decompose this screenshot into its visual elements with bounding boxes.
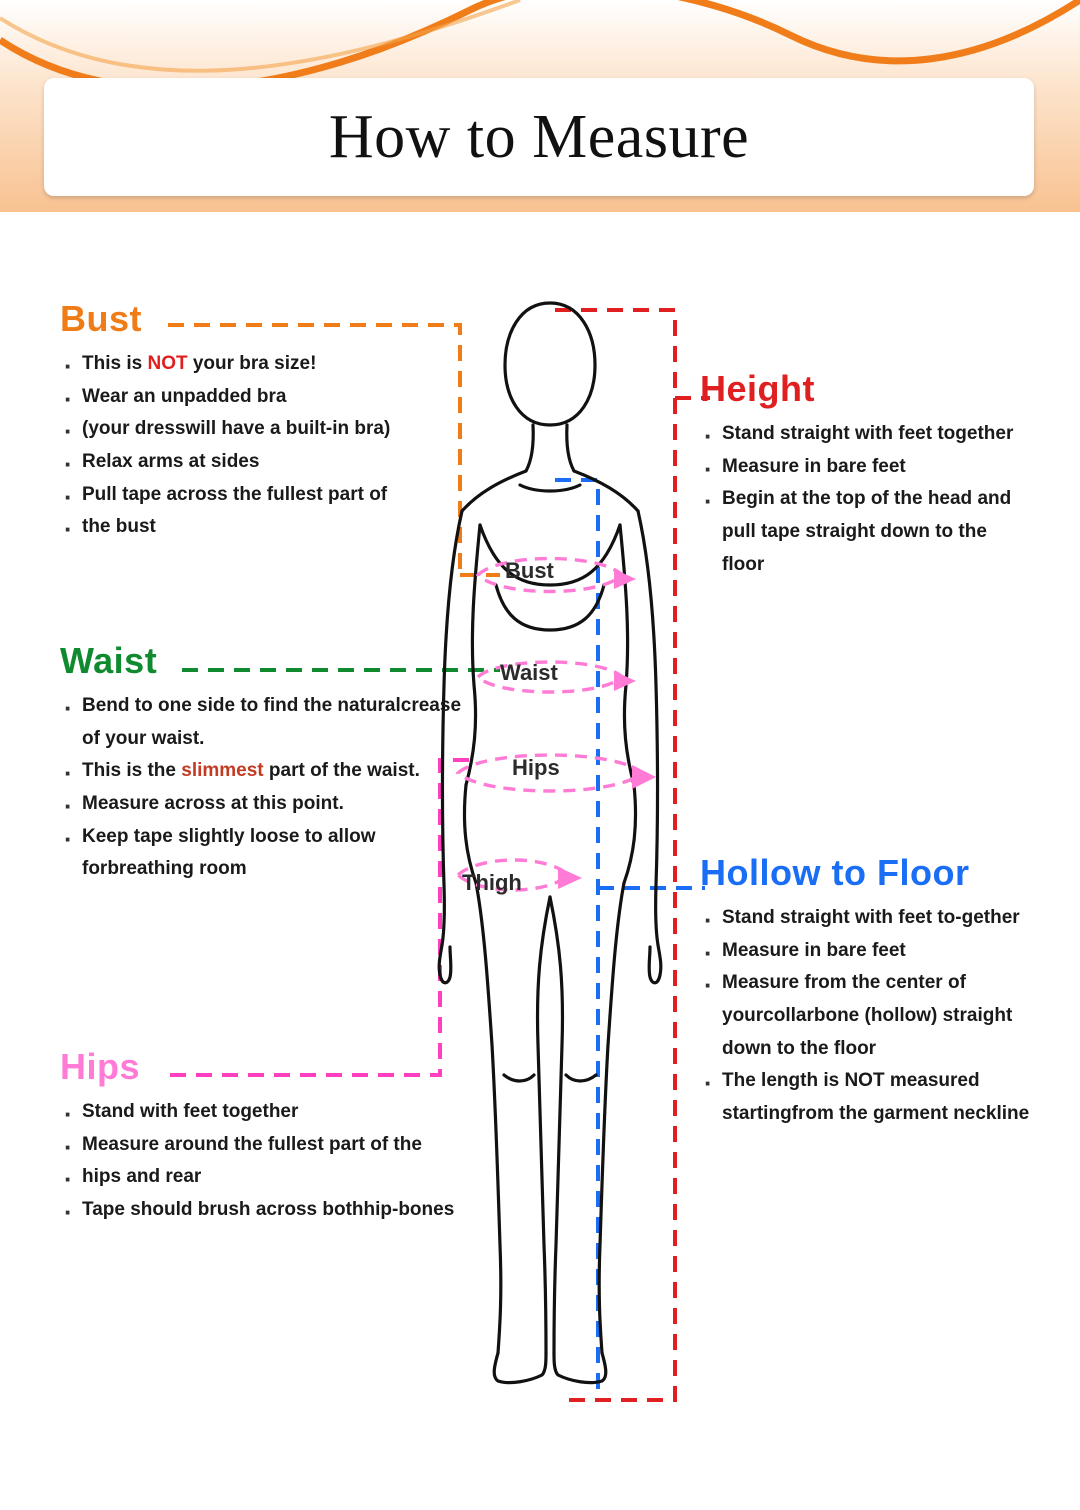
figure-label-thigh: Thigh: [462, 870, 522, 895]
section-hips-title: Hips: [60, 1046, 141, 1087]
list-item: · hips and rear: [60, 1161, 510, 1194]
list-item: · This is NOT your bra size!: [60, 348, 480, 381]
list-item: · Measure around the fullest part of the: [60, 1129, 510, 1162]
list-item: · Stand with feet together: [60, 1096, 510, 1129]
list-item: · Wear an unpadded bra: [60, 381, 480, 414]
list-item: · Keep tape slightly loose to allow forbreathing room: [60, 821, 480, 886]
section-bust-list: [60, 348, 480, 544]
section-hollow-list: [700, 902, 1045, 1131]
section-waist-title: Waist: [60, 640, 158, 681]
figure-label-bust: Bust: [505, 558, 554, 583]
list-item: · Measure from the center of yourcollarbone (hollow) straight down to the floor: [700, 967, 1045, 1065]
list-item: · Tape should brush across bothhip-bones: [60, 1194, 510, 1227]
list-item: · The length is NOT measured startingfrom the garment neckline: [700, 1065, 1045, 1130]
page-title-plate: [44, 78, 1034, 196]
list-item: · the bust: [60, 511, 480, 544]
page-title: How to Measure: [328, 102, 750, 171]
list-item: · Begin at the top of the head and pull tape straight down to the floor: [700, 483, 1030, 581]
figure-label-hips: Hips: [512, 755, 560, 780]
list-item: · Stand straight with feet to-gether: [700, 902, 1045, 935]
section-bust-title: Bust: [60, 298, 142, 339]
section-height: [700, 368, 1030, 581]
header-banner: [0, 0, 1080, 212]
section-hips-list: [60, 1096, 510, 1227]
section-bust: [60, 298, 480, 544]
list-item: · Pull tape across the fullest part of: [60, 479, 480, 512]
list-item: · Relax arms at sides: [60, 446, 480, 479]
figure-label-waist: Waist: [500, 660, 558, 685]
list-item: · (your dresswill have a built-in bra): [60, 413, 480, 446]
list-item: · Measure in bare feet: [700, 935, 1045, 968]
list-item: · Measure in bare feet: [700, 451, 1030, 484]
list-item: · This is the slimmest part of the waist.: [60, 755, 480, 788]
section-hollow-to-floor: [700, 852, 1045, 1131]
section-height-list: [700, 418, 1030, 581]
section-waist-list: [60, 690, 480, 886]
section-waist: [60, 640, 480, 886]
list-item: · Measure across at this point.: [60, 788, 480, 821]
section-hollow-title: Hollow to Floor: [700, 852, 970, 893]
section-hips: [60, 1046, 510, 1227]
list-item: · Stand straight with feet together: [700, 418, 1030, 451]
section-height-title: Height: [700, 368, 815, 409]
list-item: · Bend to one side to find the naturalcrease of your waist.: [60, 690, 480, 755]
